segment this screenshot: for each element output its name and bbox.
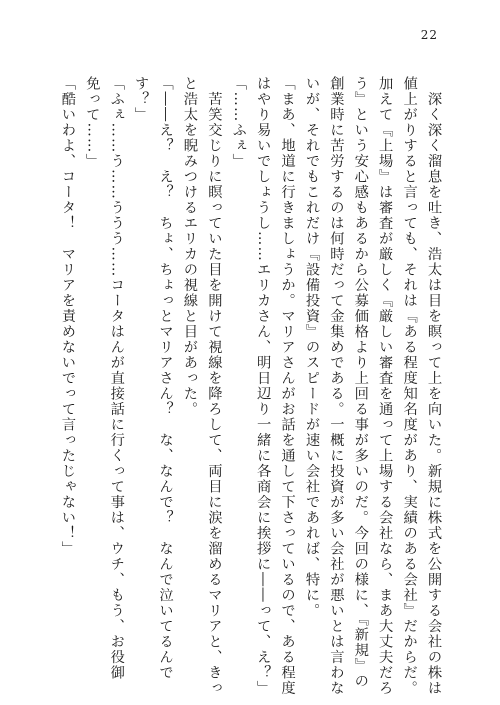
text-line: 免って……」 (84, 76, 101, 169)
vertical-text-body (56, 76, 447, 696)
text-line: 深く深く溜息を吐き、浩太は目を瞑って上を向いた。新規に株式を公開する会社の株は (426, 76, 442, 696)
text-line: 「ふぇ……う……ううう……コータはんが直接話に行くって事は、ウチ、もう、お役御 (108, 76, 125, 681)
text-line: 「まあ、地道に行きましょうか。マリアさんがお話を通して下さっているので、ある程度 (279, 76, 296, 696)
text-line: 「……ふぇ」 (230, 76, 247, 169)
text-line: いが、それでもこれだけ『設備投資』のスピードが速い会社であれば、特に。 (303, 76, 320, 619)
text-line: う』という安心感もあるから公募価格より上回る事が多いのだ。今回の様に、『新規』の (352, 76, 369, 689)
text-line: 「酷いわよ、コータ！ マリアを責めないでって言ったじゃない！」 (59, 76, 76, 557)
text-line: 創業時に苦労するのは何時だって金集めである。一概に投資が多い会社が悪いとは言わな (328, 76, 345, 696)
text-line: 加えて『上場』は審査が厳しく『厳しい審査を通って上場する会社なら、まあ大丈夫だろ (377, 76, 394, 696)
text-line: と浩太を睨みつけるエリカの視線と目があった。 (181, 76, 198, 417)
text-line: 値上がりすると言っても、それは『ある程度知名度があり、実績のある会社』だからだ。 (401, 76, 418, 696)
text-line: 「――え？ え？ ちょ、ちょっとマリアさん？ な、なんで？ なんで泣いてるんで (157, 76, 174, 681)
text-line: す？」 (133, 76, 150, 123)
text-line: はやり易いでしょうし……エリカさん、明日辺り一緒に各商会に挨拶に――って、え？」 (255, 76, 272, 696)
text-line: 苦笑交じりに瞑っていた目を開けて視線を降ろして、両目に涙を溜めるマリアと、きっ (206, 76, 223, 696)
page-number: 22 (420, 28, 438, 42)
